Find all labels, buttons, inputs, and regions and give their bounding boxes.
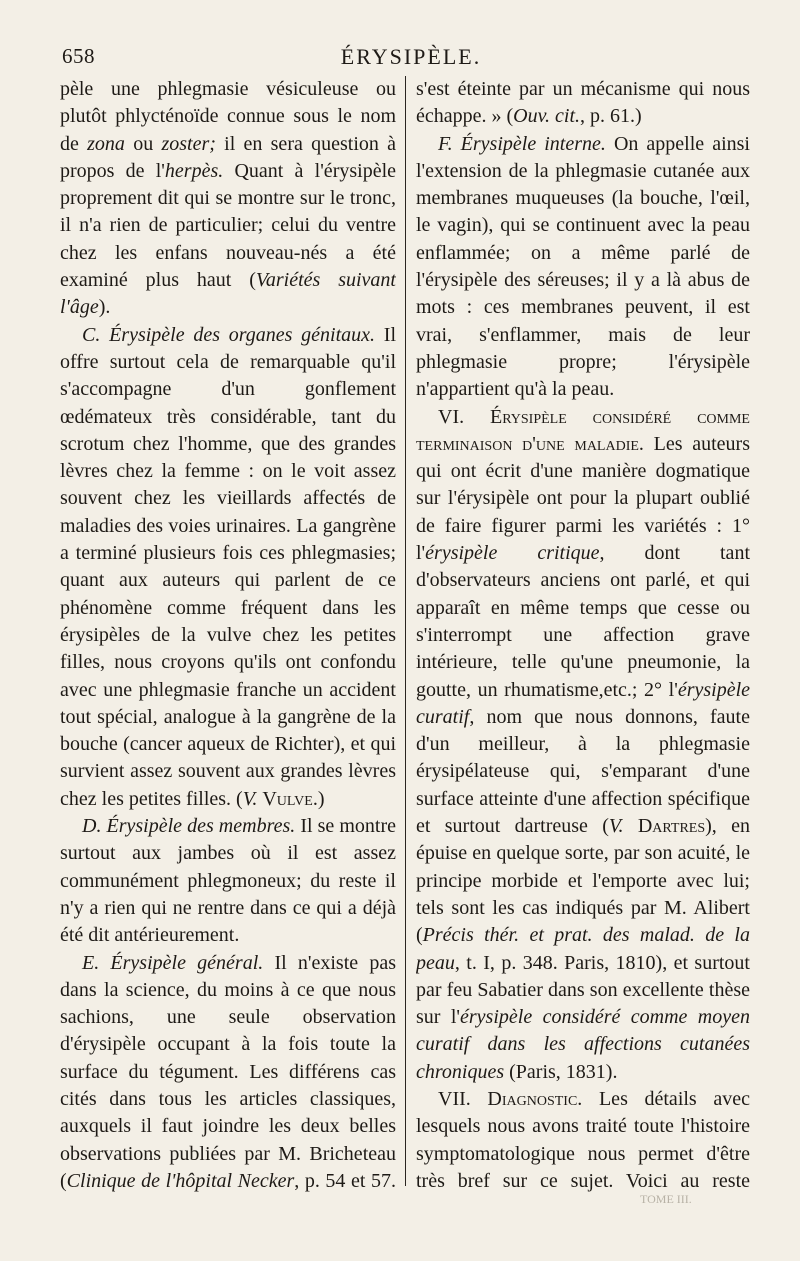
italic-text: Précis thér. et prat. des malad. de la peau <box>416 924 750 974</box>
italic-text: érysipèle curatif <box>416 678 750 728</box>
paragraph <box>60 813 396 949</box>
small-caps-text: Vulve. <box>262 787 318 810</box>
italic-text: C. Érysipèle des organes génitaux. <box>82 323 376 346</box>
text-run: s'est éteinte par un mécanisme qui nous échappe. » ( <box>416 78 750 128</box>
text-run: ) <box>317 787 325 810</box>
text-run: il en sera question à propos de l' <box>60 132 396 182</box>
italic-text: D. Érysipèle des membres. <box>82 815 296 838</box>
italic-text: E. Érysipèle général. <box>82 951 264 974</box>
text-run: , dont tant d'observateurs anciens ont parlé, et qui apparaît en même temps que cesse ou s'interrompt une affection grave intérieure, telle qu'une pneumonie, la goutte, un rhumatisme,etc.; 2° l' <box>416 542 750 701</box>
paragraph <box>416 131 750 404</box>
italic-text: Ouv. cit. <box>513 105 580 128</box>
running-title: ÉRYSIPÈLE. <box>340 44 482 69</box>
small-caps-text: Érysipèle considéré comme terminaison d'une maladie. <box>416 405 750 455</box>
text-run: Il n'existe pas dans la science, du moins à ce que nous sachions, une seule observation d'érysipèle occupant à la fois toute la surface du tégument. Les différens cas cités dans tous les articles classiques, auxquels il faut joindre les deux belles observations publiées par M. Bricheteau ( <box>60 951 396 1192</box>
italic-text: zoster; <box>161 132 216 155</box>
italic-text: Clinique de l'hôpital Necker <box>66 1169 295 1192</box>
text-run: On appelle ainsi l'extension de la phlegmasie cutanée aux membranes muqueuses (la bouche, l'œil, le vagin), qui se continuent avec la peau enflammée; on a même parlé de l'érysipèle des séreuses; il y a là abus de mots : ces membranes peuvent, il est vrai, s'enflammer, mais de leur phlegmasie propre; l'érysipèle n'appartient qu'à la peau. <box>416 132 750 401</box>
text-run: , nom que nous donnons, faute d'un meilleur, à la phlegmasie érysipélateuse qui, s'emparant d'une surface atteinte d'une affection spécifique et surtout dartreuse ( <box>416 705 750 838</box>
text-run: Il se montre surtout aux jambes où il est assez communément phlegmoneux; du reste il n'y a rien qui ne rentre dans ce qui a déjà été dit antérieurement. <box>60 815 396 947</box>
italic-text: Variétés suivant l'âge <box>60 269 396 319</box>
bleed-through-text: TOME III. <box>640 1192 692 1206</box>
paragraph <box>416 404 750 1086</box>
text-run: Il offre surtout cela de remarquable qu'il s'accompagne d'un gonflement œdémateux très considérable, tant du scrotum chez l'homme, que des grandes lèvres chez la femme : on le voit assez souvent chez les vieillards affectés de maladies des voies urinaires. La gangrène a terminé plusieurs fois ces phlegmasies; quant aux auteurs qui parlent de ce phénomène comme fréquent dans les érysipèles de la vulve chez les petites filles, nous croyons qu'ils ont confondu avec une phlegmasie franche un accident tout spécial, analogue à la gangrène de la bouche (cancer aqueux de Richter), et qui survient assez souvent aux grandes lèvres chez les petites filles. ( <box>60 323 396 810</box>
italic-text: V. <box>608 815 624 838</box>
italic-text: zona <box>87 132 125 155</box>
paragraph <box>416 76 750 131</box>
paragraph <box>60 76 396 322</box>
text-run: pèle une phlegmasie vésiculeuse ou plutôt phlycténoïde connue sous le nom de <box>60 78 396 155</box>
italic-text: F. Érysipèle interne. <box>438 132 606 155</box>
small-caps-text: Diagnostic. <box>487 1087 583 1110</box>
text-run: ). <box>98 296 111 319</box>
text-run: , t. I, p. 348. Paris, 1810), et surtout par feu Sabatier dans son excellente thèse sur l' <box>416 951 750 1029</box>
text-run: , p. 61.) <box>580 105 642 128</box>
small-caps-text: Dartres <box>637 815 706 838</box>
italic-text: érysipèle critique <box>425 542 600 565</box>
left-column <box>60 76 396 1196</box>
page-header <box>62 44 760 74</box>
paragraph <box>60 322 396 813</box>
text-run <box>624 815 638 837</box>
text-run: Quant à l'érysipèle proprement dit qui se montre sur le tronc, il n'a rien de particulier; celui du ventre chez les enfans nouveau-nés a été examiné plus haut ( <box>60 159 396 292</box>
italic-text: érysipèle considéré comme moyen curatif dans les affections cutanées chroniques <box>416 1006 750 1083</box>
column-divider <box>405 76 406 1186</box>
text-run: , p. 54 et 57. <box>294 1169 396 1192</box>
text-run: ), en épuise en quelque sorte, par son acuité, le principe morbide et l'emporte avec lui; tels sont les cas indiqués par M. Alibert ( <box>416 815 750 947</box>
paragraph <box>60 950 396 1197</box>
paragraph <box>416 1086 750 1196</box>
right-column <box>416 76 750 1196</box>
page-number: 658 <box>62 44 95 68</box>
text-run: Les détails avec lesquels nous avons traité toute l'histoire symptomatologique nous permet d'être très bref sur ce sujet. Voici au reste <box>416 1087 750 1192</box>
text-run: (Paris, 1831). <box>504 1060 618 1083</box>
italic-text: V. <box>242 787 258 810</box>
text-run: ou <box>124 132 162 155</box>
text-run: Les auteurs qui ont écrit d'une manière dogmatique sur l'érysipèle ont pour la plupart oublié de faire figurer parmi les variétés : 1° l' <box>416 432 750 565</box>
text-run: VII. <box>438 1087 488 1110</box>
text-run: VI. <box>438 405 490 428</box>
italic-text: herpès. <box>164 159 224 182</box>
